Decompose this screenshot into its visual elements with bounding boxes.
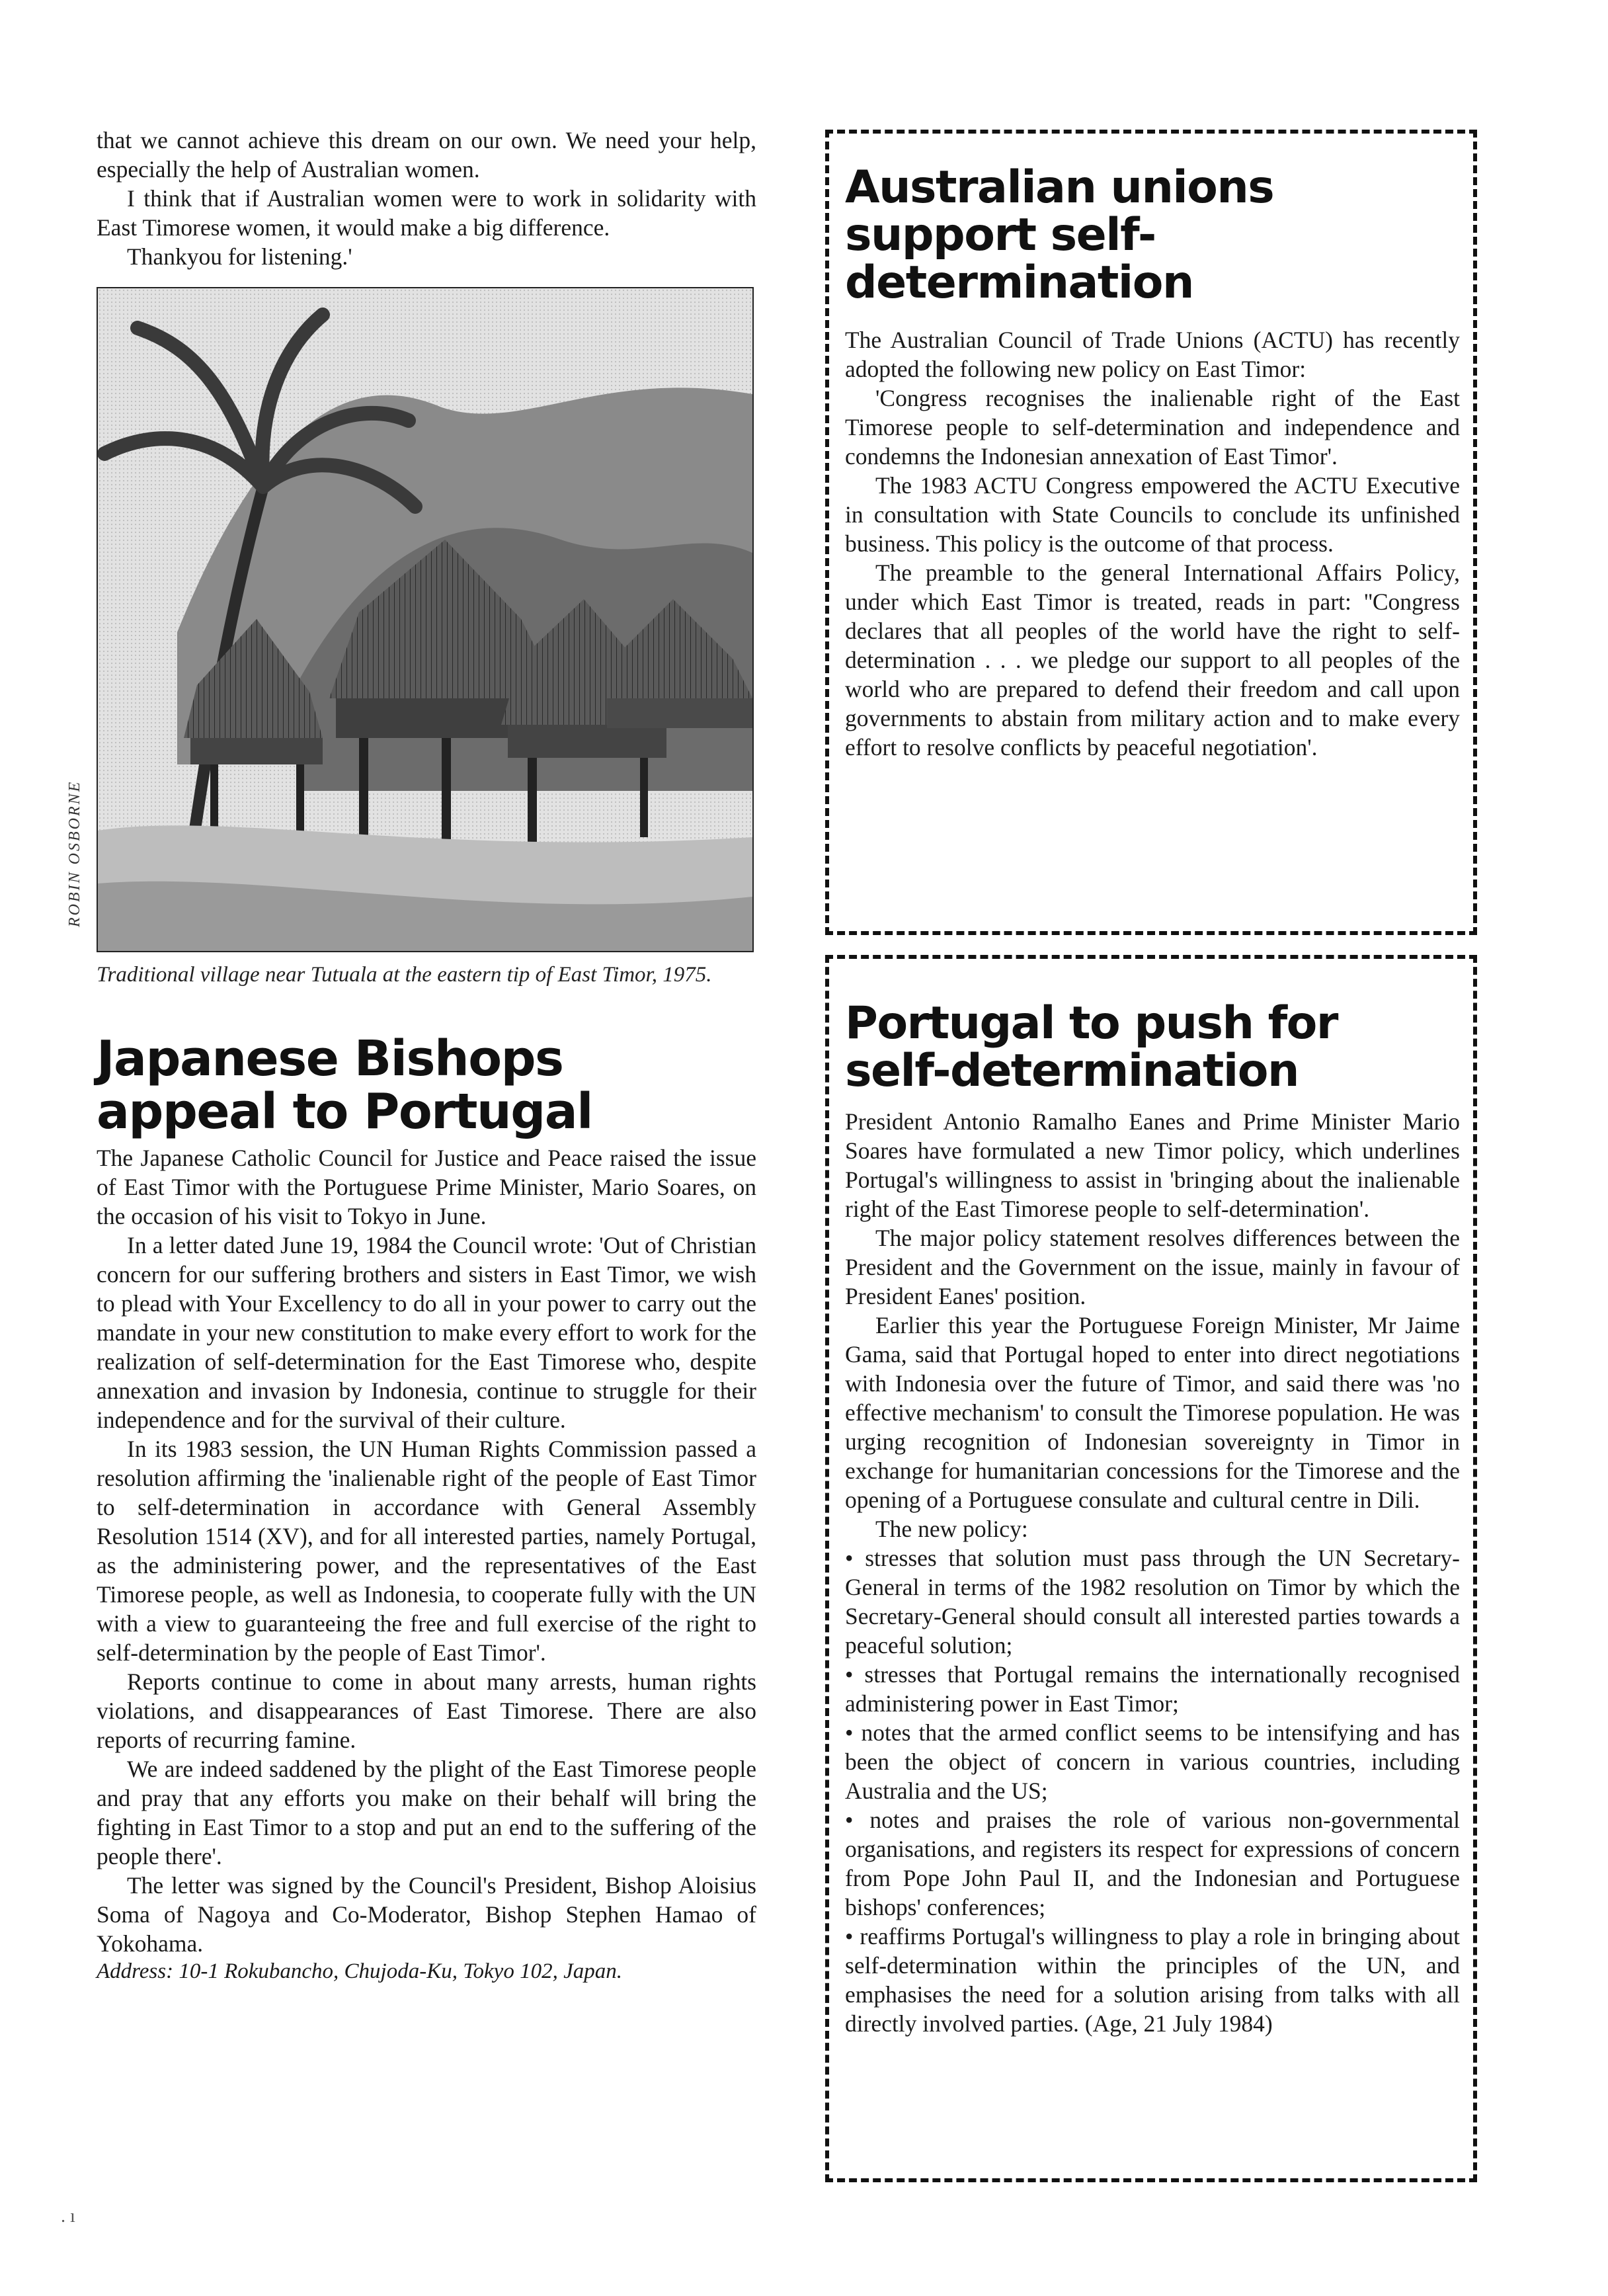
- intro-paragraph: Thankyou for listening.': [127, 243, 352, 270]
- policy-bullet: • notes and praises the role of various non-governmental organisations, and registers its respect for expressions of concern from Pope John Paul II, and the Indonesian and Portuguese bishops' conferences;: [845, 1807, 1460, 1920]
- portugal-paragraph: Earlier this year the Portuguese Foreign Minister, Mr Jaime Gama, said that Portugal hoped to enter into direct negotiations with Indonesia over the future of Timor, and said there was 'no effective mechanism' to consult the Timorese population. He was urging recognition of Indonesian sovereignty in Timor in exchange for humanitarian concessions for the Timorese and the opening of a Portuguese consulate and cultural centre in Dili.: [845, 1312, 1460, 1513]
- photo-credit: ROBIN OSBORNE: [66, 780, 83, 927]
- policy-bullet: • notes that the armed conflict seems to be intensifying and has been the object of concern in various countries, including Australia and the US;: [845, 1719, 1460, 1804]
- page-mark: . ı: [61, 2206, 75, 2227]
- policy-bullet: • stresses that solution must pass through the UN Secretary-General in terms of the 1982 resolution on Timor by which the Secretary-General should consult all interested parties towards a peaceful solution;: [845, 1545, 1460, 1659]
- council-address: Address: 10-1 Rokubancho, Chujoda-Ku, Tokyo 102, Japan.: [97, 1959, 622, 1983]
- article-paragraph: Reports continue to come in about many arrests, human rights violations, and disappearances of East Timorese. There are also reports of recurring famine.: [97, 1668, 756, 1753]
- australian-unions-text: [845, 325, 1460, 762]
- portugal-headline: Portugal to push for self-determination: [845, 997, 1338, 1097]
- photo-caption: Traditional village near Tutuala at the eastern tip of East Timor, 1975.: [97, 963, 712, 987]
- portugal-text: [845, 1107, 1460, 2038]
- policy-bullet: • stresses that Portugal remains the internationally recognised administering power in East Timor;: [845, 1661, 1460, 1717]
- left-column: [97, 126, 756, 1984]
- portugal-paragraph: President Antonio Ramalho Eanes and Prime Minister Mario Soares have formulated a new Timor policy, which underlines Portugal's willingness to assist in 'bringing about the inalienable right of the East Timorese people to self-determination'.: [845, 1108, 1460, 1222]
- portugal-paragraph: The major policy statement resolves differences between the President and the Government on the issue, mainly in favour of President Eanes' position.: [845, 1225, 1460, 1309]
- unions-paragraph: The preamble to the general International Affairs Policy, under which East Timor is treated, reads in part: ''Congress declares that all peoples of the world have the right to self-determination . . . we pledge our support to all peoples of the world who are prepared to defend their freedom and call upon governments to abstain from military action and to make every effort to resolve conflicts by peaceful negotiation'.: [845, 559, 1460, 760]
- article-paragraph: In a letter dated June 19, 1984 the Council wrote: 'Out of Christian concern for our suffering brothers and sisters in East Timor, we wish to plead with Your Excellency to do all in your power to carry out the mandate in your new constitution to make every effort to work for the realization of self-determination for the East Timorese who, despite annexation and invasion by Indonesia, continue to struggle for their independence and for the survival of their culture.: [97, 1232, 756, 1433]
- japanese-bishops-article: [97, 1143, 756, 1984]
- article-paragraph: The Japanese Catholic Council for Justice and Peace raised the issue of East Timor with the Portuguese Prime Minister, Mario Soares, on the occasion of his visit to Tokyo in June.: [97, 1145, 756, 1229]
- intro-paragraph: that we cannot achieve this dream on our own. We need your help, especially the help of Australian women.: [97, 127, 756, 183]
- japanese-bishops-headline: Japanese Bishops appeal to Portugal: [97, 1030, 592, 1140]
- portugal-box: [825, 955, 1477, 2182]
- village-illustration: [98, 288, 752, 951]
- australian-unions-headline: Australian unions support self-determination: [845, 161, 1274, 309]
- unions-paragraph: 'Congress recognises the inalienable right of the East Timorese people to self-determination and independence and condemns the Indonesian annexation of East Timor'.: [845, 385, 1460, 470]
- policy-bullet: • reaffirms Portugal's willingness to play a role in bringing about self-determination within the principles of the UN, and emphasises the need for a solution arising from talks with all directly involved parties. (Age, 21 July 1984): [845, 1923, 1460, 2037]
- article-paragraph: The letter was signed by the Council's President, Bishop Aloisius Soma of Nagoya and Co-Moderator, Bishop Stephen Hamao of Yokohama.: [97, 1872, 756, 1957]
- portugal-paragraph: The new policy:: [875, 1516, 1028, 1542]
- article-paragraph: We are indeed saddened by the plight of the East Timorese people and pray that any efforts you make on their behalf will bring the fighting in East Timor to a stop and put an end to the suffering of the people there'.: [97, 1756, 756, 1869]
- village-photo: [97, 287, 754, 952]
- unions-paragraph: The 1983 ACTU Congress empowered the ACTU Executive in consultation with State Councils to conclude its unfinished business. This policy is the outcome of that process.: [845, 472, 1460, 557]
- australian-unions-box: [825, 130, 1477, 935]
- article-paragraph: In its 1983 session, the UN Human Rights Commission passed a resolution affirming the 'inalienable right of the people of East Timor to self-determination in accordance with General Assembly Resolution 1514 (XV), and for all interested parties, namely Portugal, as the administering power, and the representatives of the East Timorese people, as well as Indonesia, to cooperate fully with the UN with a view to guaranteeing the free and full exercise of the right to self-determination by the people of East Timor'.: [97, 1436, 756, 1666]
- intro-paragraph: I think that if Australian women were to work in solidarity with East Timorese women, it would make a big difference.: [97, 185, 756, 241]
- unions-paragraph: The Australian Council of Trade Unions (ACTU) has recently adopted the following new policy on East Timor:: [845, 327, 1460, 382]
